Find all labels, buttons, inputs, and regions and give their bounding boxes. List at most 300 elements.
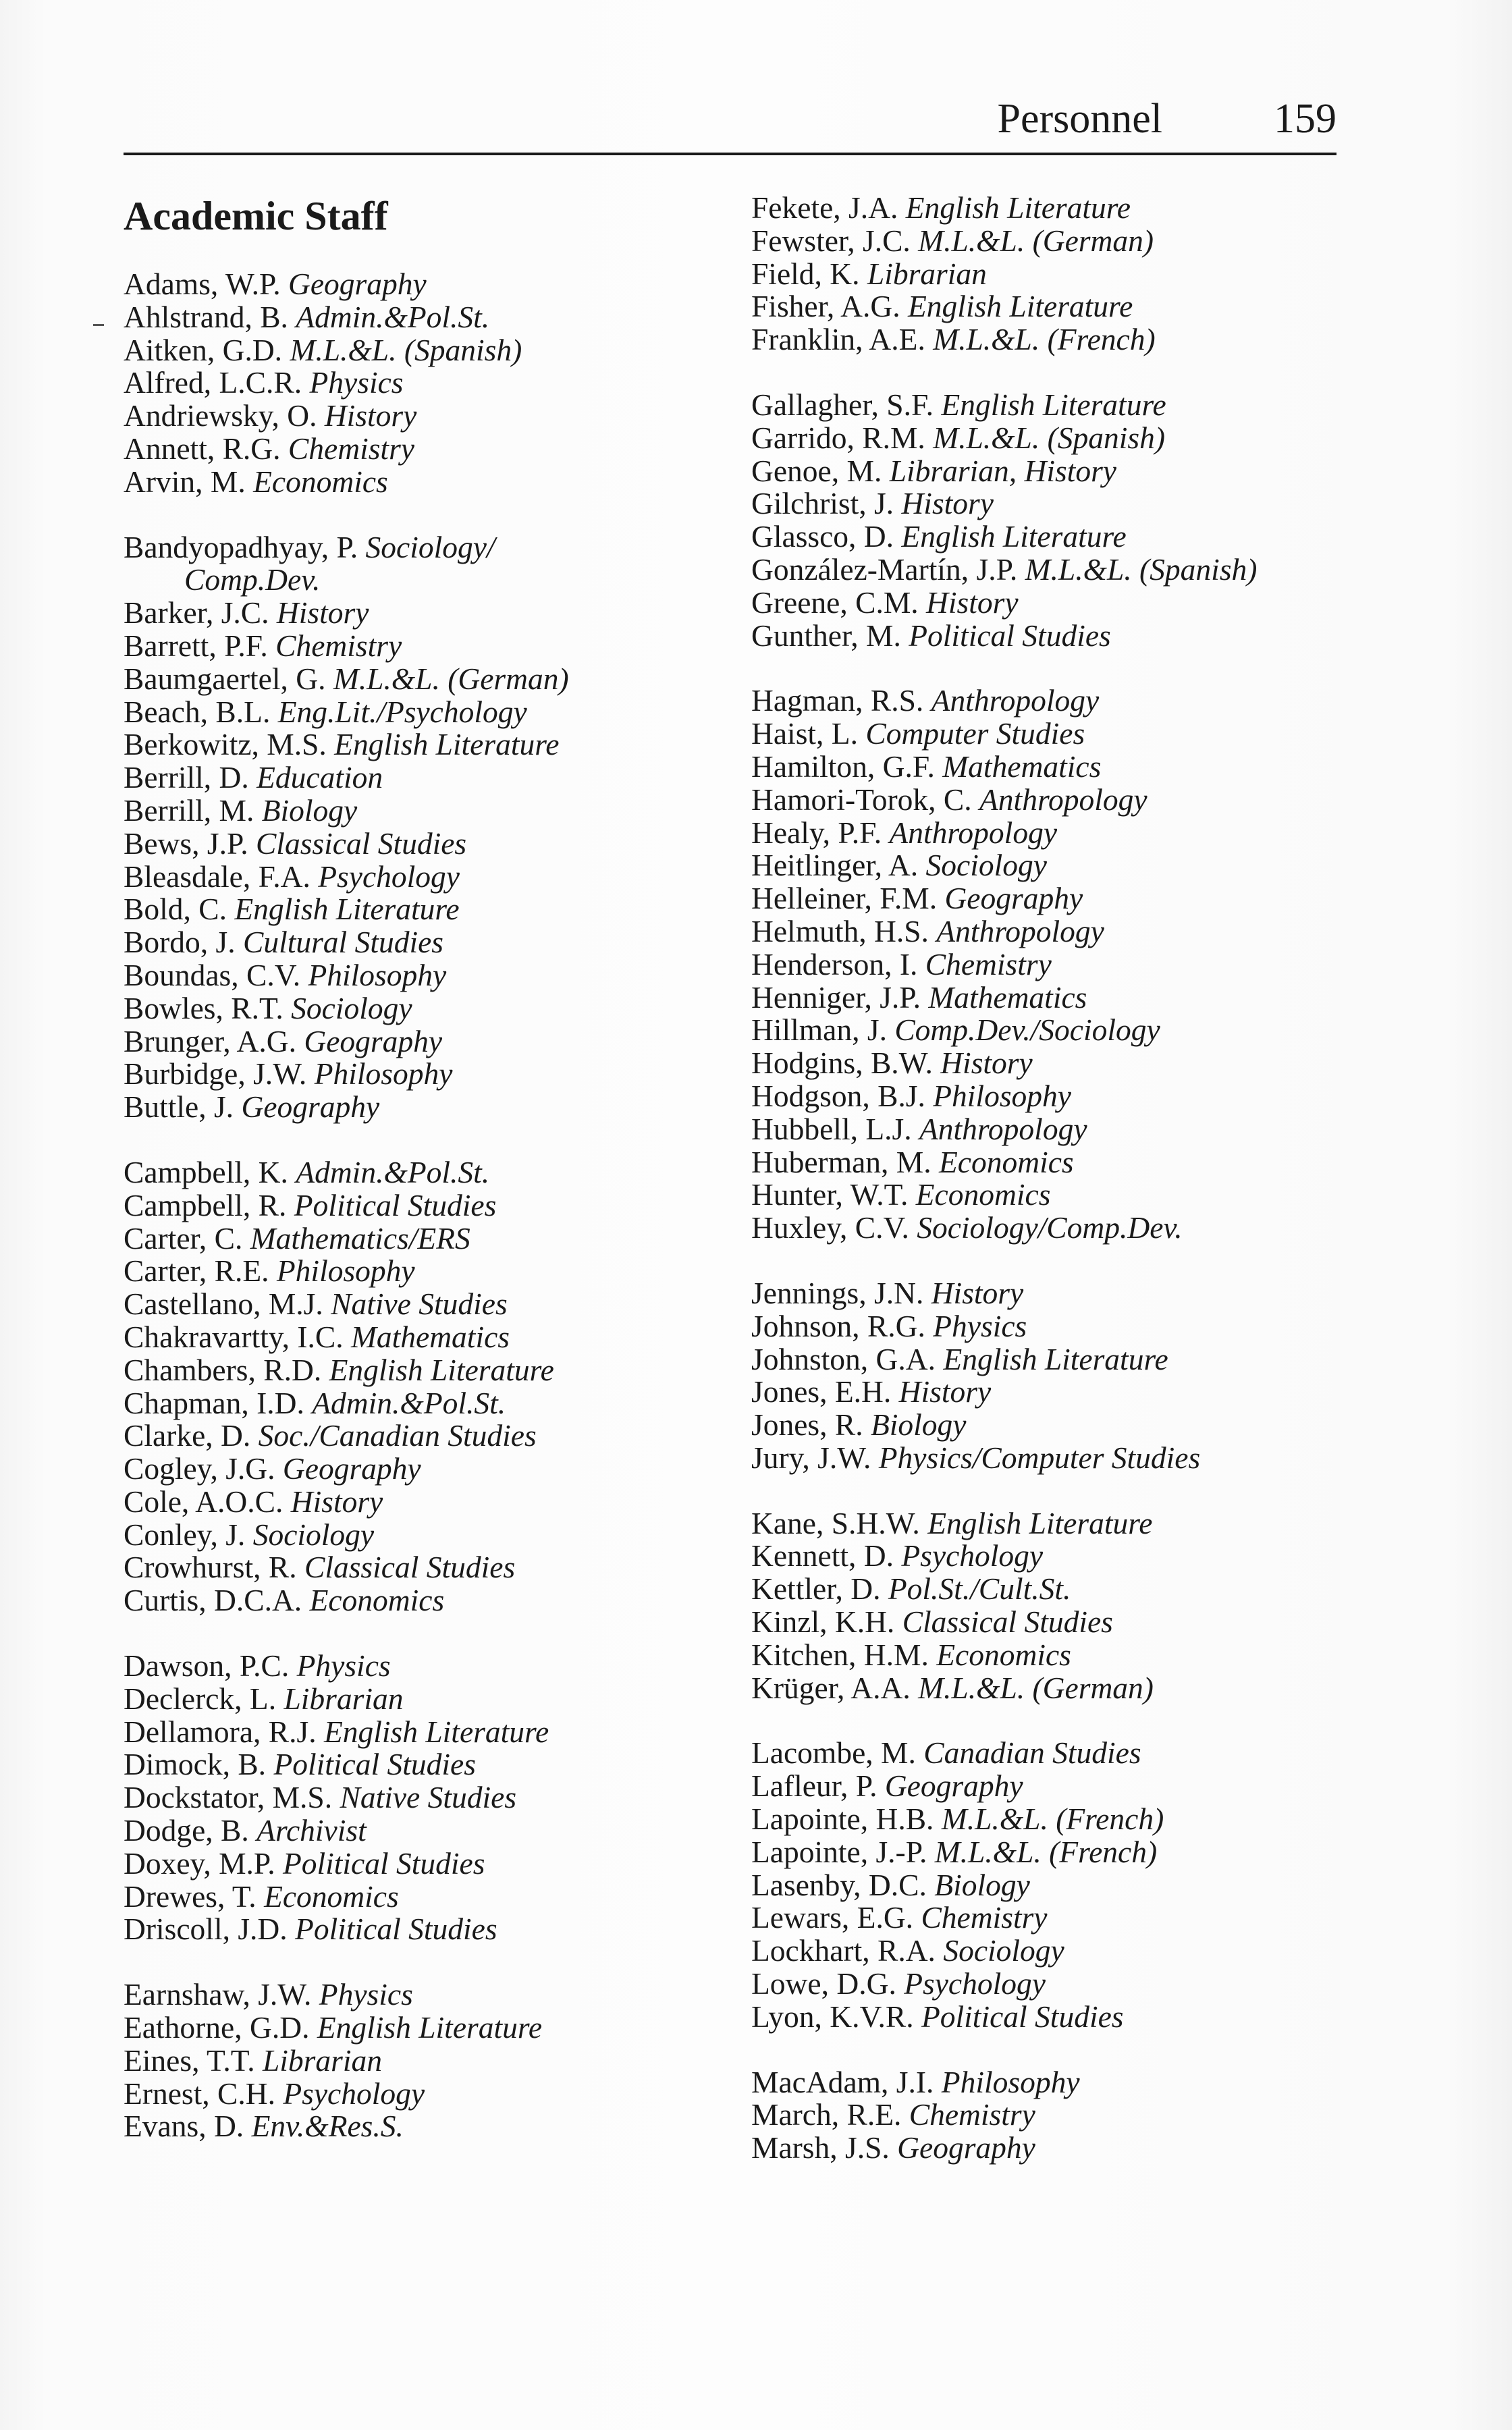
staff-department: History <box>926 585 1019 620</box>
staff-entry <box>124 1716 745 1749</box>
staff-entry <box>124 1255 745 1288</box>
staff-group <box>751 389 1359 652</box>
staff-name: Lapointe, H.B. <box>751 1802 934 1837</box>
staff-name: Crowhurst, R. <box>124 1550 297 1585</box>
staff-entry <box>751 225 1359 258</box>
staff-department: Psychology <box>283 2076 425 2111</box>
staff-department: Cultural Studies <box>242 925 444 960</box>
staff-name: Barrett, P.F. <box>124 628 268 663</box>
staff-department: Biology <box>934 1867 1030 1902</box>
staff-department: Economics <box>309 1583 445 1618</box>
staff-name: Kane, S.H.W. <box>751 1505 920 1540</box>
staff-entry <box>751 817 1359 850</box>
staff-entry <box>751 258 1359 291</box>
staff-entry <box>124 728 745 761</box>
staff-department: History <box>940 1046 1033 1081</box>
staff-entry <box>124 1222 745 1256</box>
staff-department: Political Studies <box>294 1187 497 1222</box>
staff-entry <box>124 959 745 992</box>
staff-name: Fekete, J.A. <box>751 190 898 225</box>
staff-name: Bordo, J. <box>124 925 236 960</box>
staff-department: Archivist <box>256 1813 367 1848</box>
staff-name: Field, K. <box>751 256 860 291</box>
staff-name: Berrill, M. <box>124 792 254 828</box>
staff-department: Geography <box>884 1769 1023 1804</box>
staff-department: English Literature <box>943 1341 1168 1376</box>
staff-name: Dawson, P.C. <box>124 1648 290 1683</box>
staff-department: Physics/Computer Studies <box>878 1440 1201 1475</box>
staff-entry <box>751 1606 1359 1639</box>
staff-name: Drewes, T. <box>124 1879 256 1914</box>
staff-department: Admin.&Pol.St. <box>312 1385 506 1420</box>
staff-department: English Literature <box>329 1352 554 1387</box>
staff-name: Dockstator, M.S. <box>124 1780 333 1815</box>
staff-name: Arvin, M. <box>124 464 246 499</box>
staff-name: Bold, C. <box>124 892 227 927</box>
staff-entry <box>124 1650 745 1683</box>
staff-entry <box>751 389 1359 422</box>
staff-department: Mathematics <box>942 749 1102 784</box>
staff-name: Bews, J.P. <box>124 826 248 861</box>
staff-department: Geography <box>944 881 1083 916</box>
staff-name: Helmuth, H.S. <box>751 913 929 948</box>
staff-name: Hodgins, B.W. <box>751 1046 933 1081</box>
staff-department: Political Studies <box>273 1747 476 1782</box>
staff-name: Dimock, B. <box>124 1747 267 1782</box>
staff-name: Bowles, R.T. <box>124 990 284 1025</box>
staff-name: Jones, E.H. <box>751 1374 892 1409</box>
staff-department: Sociology <box>925 848 1047 883</box>
staff-entry <box>124 1847 745 1881</box>
staff-department: Political Studies <box>909 618 1111 653</box>
staff-entry <box>124 761 745 794</box>
staff-name: Hodgson, B.J. <box>751 1078 925 1113</box>
staff-name: Chambers, R.D. <box>124 1352 322 1387</box>
staff-entry <box>124 893 745 926</box>
staff-entry <box>124 1025 745 1058</box>
staff-entry <box>751 1047 1359 1080</box>
staff-entry <box>124 1781 745 1814</box>
staff-name: Cogley, J.G. <box>124 1451 275 1486</box>
staff-entry <box>751 1770 1359 1803</box>
staff-entry <box>751 1968 1359 2001</box>
staff-name: March, R.E. <box>751 2097 902 2132</box>
staff-name: Gilchrist, J. <box>751 486 894 521</box>
staff-department: Native Studies <box>340 1780 517 1815</box>
staff-group <box>751 1277 1359 1475</box>
staff-name: Heitlinger, A. <box>751 848 919 883</box>
staff-department: History <box>276 595 369 630</box>
staff-name: Bandyopadhyay, P. <box>124 529 358 564</box>
staff-entry <box>751 1442 1359 1475</box>
staff-name: Lasenby, D.C. <box>751 1867 927 1902</box>
staff-entry <box>124 1881 745 1914</box>
staff-department: Sociology <box>291 990 412 1025</box>
staff-entry <box>751 1310 1359 1343</box>
staff-entry <box>751 1113 1359 1146</box>
staff-entry <box>124 663 745 696</box>
staff-name: Gallagher, S.F. <box>751 387 934 422</box>
staff-name: Burbidge, J.W. <box>124 1056 307 1091</box>
staff-name: Kennett, D. <box>751 1538 894 1573</box>
staff-group <box>751 1737 1359 2033</box>
staff-name: Hubbell, L.J. <box>751 1111 912 1146</box>
staff-name: González-Martín, J.P. <box>751 551 1018 587</box>
staff-name: Marsh, J.S. <box>751 2130 890 2165</box>
staff-entry <box>124 2045 745 2078</box>
staff-department: M.L.&L. (French) <box>934 1834 1158 1869</box>
staff-entry <box>751 1179 1359 1212</box>
staff-department: Mathematics/ERS <box>250 1220 470 1256</box>
page-number: 159 <box>1274 96 1336 142</box>
staff-name: Curtis, D.C.A. <box>124 1583 302 1618</box>
staff-department: Anthropology <box>931 683 1100 718</box>
staff-department: History <box>324 398 417 433</box>
staff-group <box>751 684 1359 1245</box>
staff-name: MacAdam, J.I. <box>751 2064 934 2099</box>
staff-entry <box>751 718 1359 751</box>
staff-department-continued: Comp.Dev. <box>184 562 321 597</box>
staff-entry <box>751 1212 1359 1245</box>
staff-department: English Literature <box>941 387 1166 422</box>
staff-department: English Literature <box>908 289 1133 324</box>
staff-entry <box>124 828 745 861</box>
staff-department: Native Studies <box>331 1287 508 1322</box>
staff-department: Physics <box>933 1308 1027 1343</box>
staff-department: Philosophy <box>276 1253 415 1289</box>
staff-department: Economics <box>936 1637 1071 1672</box>
staff-department: Physics <box>309 365 404 400</box>
staff-entry <box>751 551 1359 587</box>
staff-name: Lockhart, R.A. <box>751 1933 936 1968</box>
staff-name: Alfred, L.C.R. <box>124 365 302 400</box>
staff-department: Mathematics <box>350 1319 510 1354</box>
staff-department: Sociology/ <box>365 529 495 564</box>
staff-name: Greene, C.M. <box>751 585 919 620</box>
margin-mark <box>93 324 104 326</box>
staff-name: Kinzl, K.H. <box>751 1604 895 1640</box>
running-header <box>124 88 1336 155</box>
staff-name: Buttle, J. <box>124 1089 234 1125</box>
staff-entry <box>751 1869 1359 1902</box>
staff-department: Philosophy <box>308 957 447 992</box>
staff-department: Librarian <box>867 256 987 291</box>
staff-name: Bleasdale, F.A. <box>124 859 310 894</box>
staff-entry <box>124 334 745 367</box>
staff-group <box>124 268 745 499</box>
staff-entry <box>124 1748 745 1781</box>
staff-department: Philosophy <box>314 1056 453 1091</box>
staff-department: M.L.&L. (French) <box>941 1802 1164 1837</box>
staff-name: Eines, T.T. <box>124 2043 255 2078</box>
staff-entry <box>751 2132 1359 2165</box>
staff-entry <box>751 1901 1359 1935</box>
staff-name: Carter, C. <box>124 1220 243 1256</box>
staff-name: Healy, P.F. <box>751 815 882 850</box>
staff-department: Classical Studies <box>255 826 467 861</box>
staff-name: Hamilton, G.F. <box>751 749 935 784</box>
right-column <box>751 192 1359 2197</box>
staff-department: English Literature <box>901 519 1127 554</box>
staff-entry <box>124 1453 745 1486</box>
staff-entry <box>124 1091 745 1124</box>
staff-entry <box>124 861 745 894</box>
staff-department: English Literature <box>234 892 460 927</box>
staff-department: Classical Studies <box>902 1604 1113 1640</box>
staff-department: Geography <box>282 1451 421 1486</box>
staff-name: Huberman, M. <box>751 1144 932 1179</box>
staff-name: Ernest, C.H. <box>124 2076 275 2111</box>
staff-department: Pol.St./Cult.St. <box>888 1571 1071 1606</box>
staff-entry <box>751 1737 1359 1770</box>
staff-entry <box>124 1420 745 1453</box>
staff-entry <box>124 1683 745 1716</box>
staff-department: Political Studies <box>295 1912 497 1947</box>
staff-group <box>751 1507 1359 1705</box>
staff-entry <box>751 620 1359 653</box>
staff-name: Gunther, M. <box>751 618 901 653</box>
staff-entry <box>124 2078 745 2111</box>
staff-entry <box>124 367 745 400</box>
staff-department: Soc./Canadian Studies <box>258 1418 537 1453</box>
staff-entry <box>751 1836 1359 1869</box>
staff-department: Chemistry <box>921 1900 1048 1935</box>
staff-entry <box>124 1913 745 1946</box>
staff-department: Economics <box>915 1177 1051 1212</box>
staff-entry <box>124 1156 745 1189</box>
staff-group <box>751 2066 1359 2165</box>
left-column <box>124 190 745 2176</box>
staff-entry <box>124 400 745 433</box>
staff-department: English Literature <box>317 2010 543 2045</box>
staff-department: Comp.Dev./Sociology <box>894 1013 1160 1048</box>
staff-name: Lewars, E.G. <box>751 1900 914 1935</box>
staff-name: Lacombe, M. <box>751 1735 916 1771</box>
staff-department: English Literature <box>323 1714 549 1749</box>
staff-entry <box>751 1146 1359 1179</box>
staff-name: Jennings, J.N. <box>751 1275 924 1310</box>
staff-entry <box>124 696 745 729</box>
staff-department: Philosophy <box>933 1078 1071 1113</box>
staff-entry <box>124 1584 745 1617</box>
staff-department: Computer Studies <box>865 716 1085 751</box>
staff-entry <box>124 1551 745 1584</box>
staff-name: Franklin, A.E. <box>751 322 925 357</box>
staff-department: M.L.&L. (German) <box>918 1670 1154 1705</box>
staff-entry <box>124 597 745 630</box>
staff-name: Conley, J. <box>124 1517 246 1552</box>
staff-name: Berrill, D. <box>124 760 249 795</box>
staff-department: Anthropology <box>979 782 1148 817</box>
staff-department: M.L.&L. (French) <box>933 322 1156 357</box>
staff-department: Admin.&Pol.St. <box>296 1154 490 1189</box>
staff-name: Earnshaw, J.W. <box>124 1977 312 2012</box>
staff-entry <box>751 948 1359 981</box>
staff-department: English Literature <box>927 1505 1153 1540</box>
staff-entry <box>124 301 745 334</box>
staff-name: Dodge, B. <box>124 1813 249 1848</box>
staff-group <box>124 1650 745 1946</box>
staff-entry <box>124 466 745 499</box>
staff-entry <box>751 1672 1359 1705</box>
staff-name: Barker, J.C. <box>124 595 269 630</box>
staff-name: Jury, J.W. <box>751 1440 871 1475</box>
staff-department: History <box>898 1374 992 1409</box>
staff-name: Kitchen, H.M. <box>751 1637 929 1672</box>
staff-department: Chemistry <box>288 431 414 466</box>
staff-entry <box>124 630 745 663</box>
staff-entry <box>124 794 745 828</box>
staff-department: M.L.&L. (Spanish) <box>1025 551 1258 587</box>
staff-name: Campbell, K. <box>124 1154 288 1189</box>
staff-name: Campbell, R. <box>124 1187 287 1222</box>
staff-entry <box>751 2099 1359 2132</box>
staff-department: Economics <box>939 1144 1074 1179</box>
staff-name: Doxey, M.P. <box>124 1845 275 1881</box>
staff-name: Castellano, M.J. <box>124 1287 323 1322</box>
staff-name: Lowe, D.G. <box>751 1966 896 2001</box>
staff-department: M.L.&L. (German) <box>918 223 1154 258</box>
staff-name: Brunger, A.G. <box>124 1023 296 1058</box>
staff-department: Anthropology <box>936 913 1104 948</box>
staff-name: Helleiner, F.M. <box>751 881 938 916</box>
staff-group <box>124 1978 745 2143</box>
staff-department: M.L.&L. (German) <box>333 661 569 696</box>
staff-department: Psychology <box>318 859 460 894</box>
staff-entry <box>751 1573 1359 1606</box>
staff-name: Declerck, L. <box>124 1681 277 1716</box>
staff-entry <box>751 849 1359 882</box>
staff-department: History <box>290 1484 383 1519</box>
staff-name: Garrido, R.M. <box>751 420 925 455</box>
staff-name: Glassco, D. <box>751 519 894 554</box>
staff-department: Mathematics <box>928 979 1087 1015</box>
staff-department: English Literature <box>334 727 560 762</box>
staff-entry <box>751 587 1359 620</box>
staff-entry <box>124 1814 745 1847</box>
staff-entry <box>124 2110 745 2143</box>
staff-name: Adams, W.P. <box>124 267 281 301</box>
staff-department: Biology <box>261 792 358 828</box>
staff-department: History <box>931 1275 1024 1310</box>
staff-name: Evans, D. <box>124 2109 244 2144</box>
staff-entry <box>751 487 1359 520</box>
staff-department: Chemistry <box>925 946 1052 981</box>
staff-entry <box>751 1014 1359 1047</box>
staff-name: Fewster, J.C. <box>751 223 911 258</box>
staff-department: Librarian <box>284 1681 404 1716</box>
staff-department: English Literature <box>905 190 1131 225</box>
staff-entry <box>751 192 1359 225</box>
staff-department: Librarian, History <box>889 453 1116 488</box>
staff-name: Eathorne, G.D. <box>124 2010 310 2045</box>
staff-entry <box>751 1409 1359 1442</box>
staff-group <box>124 531 745 1124</box>
staff-department: Sociology <box>252 1517 375 1552</box>
staff-entry <box>751 981 1359 1015</box>
staff-group <box>124 1156 745 1617</box>
staff-name: Johnson, R.G. <box>751 1308 925 1343</box>
staff-department: Geography <box>241 1089 380 1125</box>
staff-entry <box>124 433 745 466</box>
staff-entry <box>124 1486 745 1519</box>
staff-department: Canadian Studies <box>923 1735 1141 1771</box>
staff-department: Env.&Res.S. <box>251 2109 404 2144</box>
staff-entry <box>751 915 1359 948</box>
staff-department: Classical Studies <box>304 1550 516 1585</box>
staff-entry <box>124 268 745 301</box>
staff-entry <box>751 2066 1359 2099</box>
staff-entry <box>751 1540 1359 1573</box>
staff-entry <box>124 1354 745 1387</box>
staff-entry <box>124 992 745 1025</box>
staff-department: Political Studies <box>921 1999 1124 2034</box>
staff-name: Boundas, C.V. <box>124 957 301 992</box>
staff-entry <box>751 2001 1359 2034</box>
staff-entry <box>751 1803 1359 1836</box>
staff-name: Jones, R. <box>751 1407 863 1442</box>
staff-entry <box>751 422 1359 455</box>
staff-name: Krüger, A.A. <box>751 1670 911 1705</box>
staff-department: Physics <box>319 1977 413 2012</box>
staff-entry <box>751 455 1359 488</box>
staff-entry <box>751 1935 1359 1968</box>
staff-entry <box>124 531 745 597</box>
staff-department: Physics <box>296 1648 391 1683</box>
staff-department: Librarian <box>262 2043 382 2078</box>
staff-entry <box>124 1189 745 1222</box>
staff-name: Baumgaertel, G. <box>124 661 326 696</box>
staff-entry <box>751 1080 1359 1113</box>
staff-entry <box>751 684 1359 718</box>
staff-name: Genoe, M. <box>751 453 882 488</box>
staff-name: Dellamora, R.J. <box>124 1714 317 1749</box>
staff-department: Geography <box>288 267 427 301</box>
staff-group <box>751 192 1359 356</box>
staff-entry <box>751 323 1359 356</box>
staff-name: Chakravartty, I.C. <box>124 1319 344 1354</box>
staff-department: Chemistry <box>909 2097 1035 2132</box>
staff-department: Chemistry <box>275 628 402 663</box>
staff-name: Lafleur, P. <box>751 1769 878 1804</box>
staff-department: M.L.&L. (Spanish) <box>933 420 1165 455</box>
staff-department: Psychology <box>904 1966 1046 2001</box>
staff-entry <box>751 784 1359 817</box>
staff-department: Sociology/Comp.Dev. <box>917 1210 1183 1245</box>
staff-name: Hamori-Torok, C. <box>751 782 972 817</box>
staff-department: Economics <box>253 464 388 499</box>
staff-name: Beach, B.L. <box>124 694 271 729</box>
staff-department: M.L.&L. (Spanish) <box>290 332 522 367</box>
staff-entry <box>751 290 1359 323</box>
staff-department: Philosophy <box>941 2064 1080 2099</box>
staff-name: Driscoll, J.D. <box>124 1912 288 1947</box>
staff-department: Economics <box>264 1879 399 1914</box>
staff-department: Geography <box>304 1023 443 1058</box>
staff-entry <box>124 926 745 959</box>
staff-name: Aitken, G.D. <box>124 332 283 367</box>
staff-entry <box>124 1387 745 1420</box>
staff-entry <box>751 882 1359 915</box>
staff-name: Carter, R.E. <box>124 1253 269 1289</box>
staff-name: Haist, L. <box>751 716 858 751</box>
staff-name: Hillman, J. <box>751 1013 887 1048</box>
staff-name: Henderson, I. <box>751 946 918 981</box>
staff-name: Fisher, A.G. <box>751 289 900 324</box>
staff-entry <box>751 520 1359 554</box>
staff-name: Ahlstrand, B. <box>124 299 288 334</box>
staff-department: Anthropology <box>889 815 1058 850</box>
